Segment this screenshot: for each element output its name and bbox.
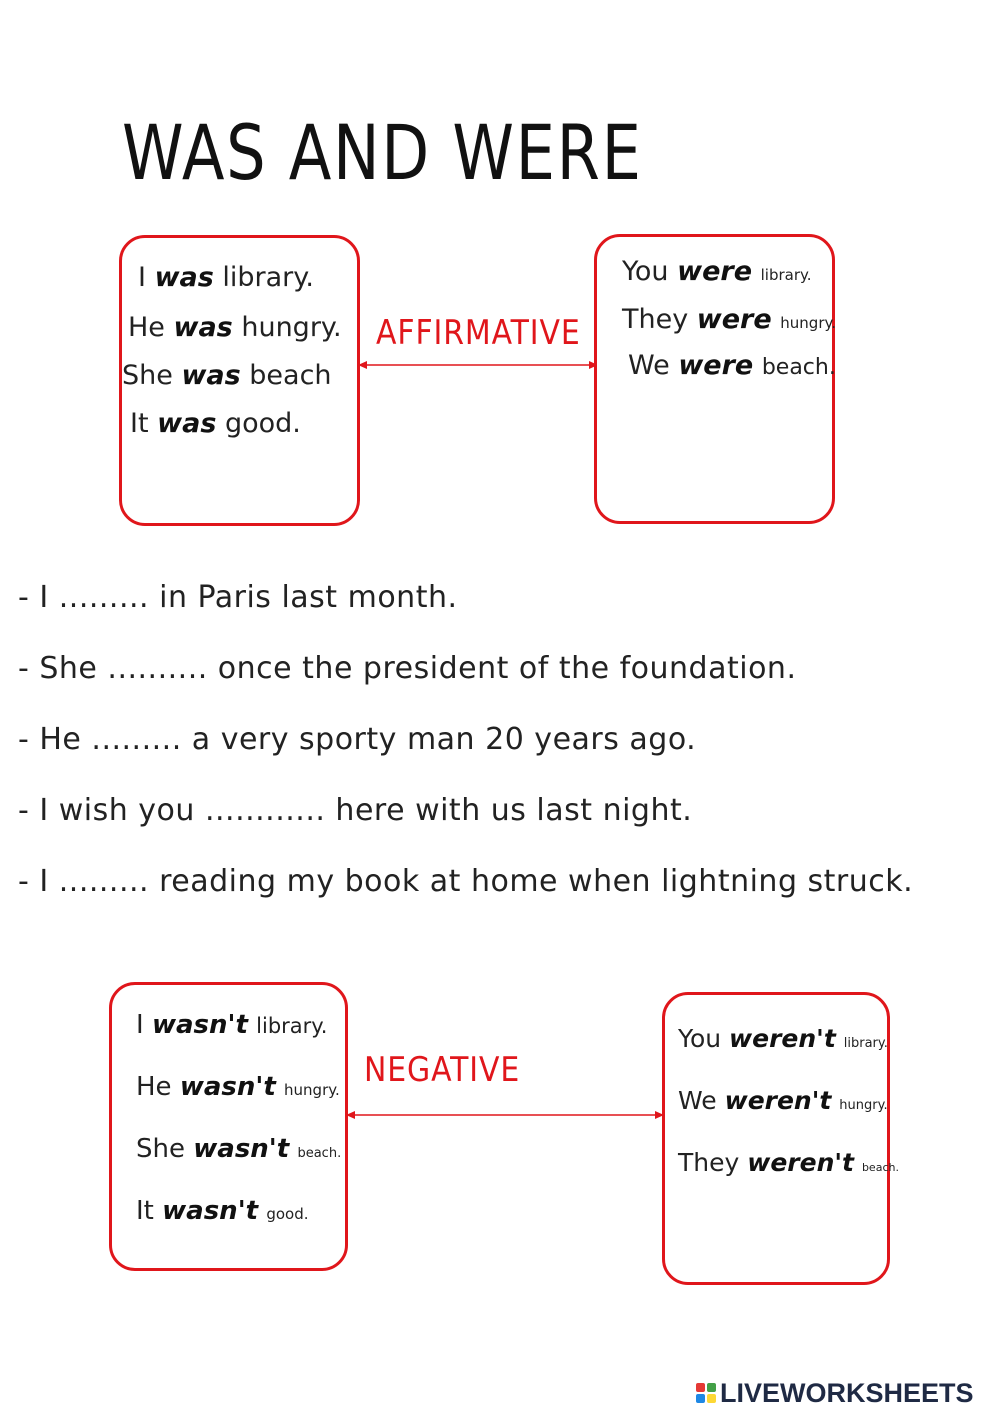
affirmative-was-line: It was good. bbox=[130, 408, 301, 439]
negative-were-line: We weren't hungry. bbox=[678, 1086, 888, 1115]
affirmative-were-line: You were library. bbox=[622, 256, 812, 287]
logo-square bbox=[707, 1383, 716, 1392]
negative-were-line: They weren't beach. bbox=[678, 1148, 899, 1177]
exercise-sentence: - I ......... in Paris last month. bbox=[18, 580, 458, 615]
affirmative-was-line: He was hungry. bbox=[128, 312, 342, 343]
page-title: WAS AND WERE bbox=[122, 108, 643, 197]
affirmative-label: AFFIRMATIVE bbox=[376, 313, 581, 353]
negative-was-line: I wasn't library. bbox=[136, 1010, 328, 1040]
affirmative-was-line: She was beach bbox=[122, 360, 332, 391]
logo-mark-icon bbox=[696, 1383, 716, 1403]
affirmative-arrow bbox=[358, 358, 598, 372]
logo-square bbox=[696, 1383, 705, 1392]
liveworksheets-logo bbox=[696, 1378, 974, 1408]
affirmative-were-line: They were hungry. bbox=[622, 304, 836, 335]
exercise-sentence: - I wish you ............ here with us last night. bbox=[18, 793, 693, 828]
negative-was-line: He wasn't hungry. bbox=[136, 1072, 340, 1102]
negative-label: NEGATIVE bbox=[364, 1050, 521, 1090]
exercise-sentence: - He ......... a very sporty man 20 years ago. bbox=[18, 722, 697, 757]
negative-was-line: She wasn't beach. bbox=[136, 1134, 342, 1164]
exercise-sentence: - She .......... once the president of the foundation. bbox=[18, 651, 797, 686]
exercise-sentence: - I ......... reading my book at home when lightning struck. bbox=[18, 864, 914, 899]
affirmative-were-line: We were beach. bbox=[628, 350, 836, 381]
logo-text: LIVEWORKSHEETS bbox=[720, 1377, 974, 1408]
logo-square bbox=[707, 1394, 716, 1403]
affirmative-was-line: I was library. bbox=[138, 262, 314, 293]
negative-arrow bbox=[346, 1108, 664, 1122]
negative-was-line: It wasn't good. bbox=[136, 1196, 309, 1226]
logo-square bbox=[696, 1394, 705, 1403]
negative-were-line: You weren't library. bbox=[678, 1024, 888, 1053]
